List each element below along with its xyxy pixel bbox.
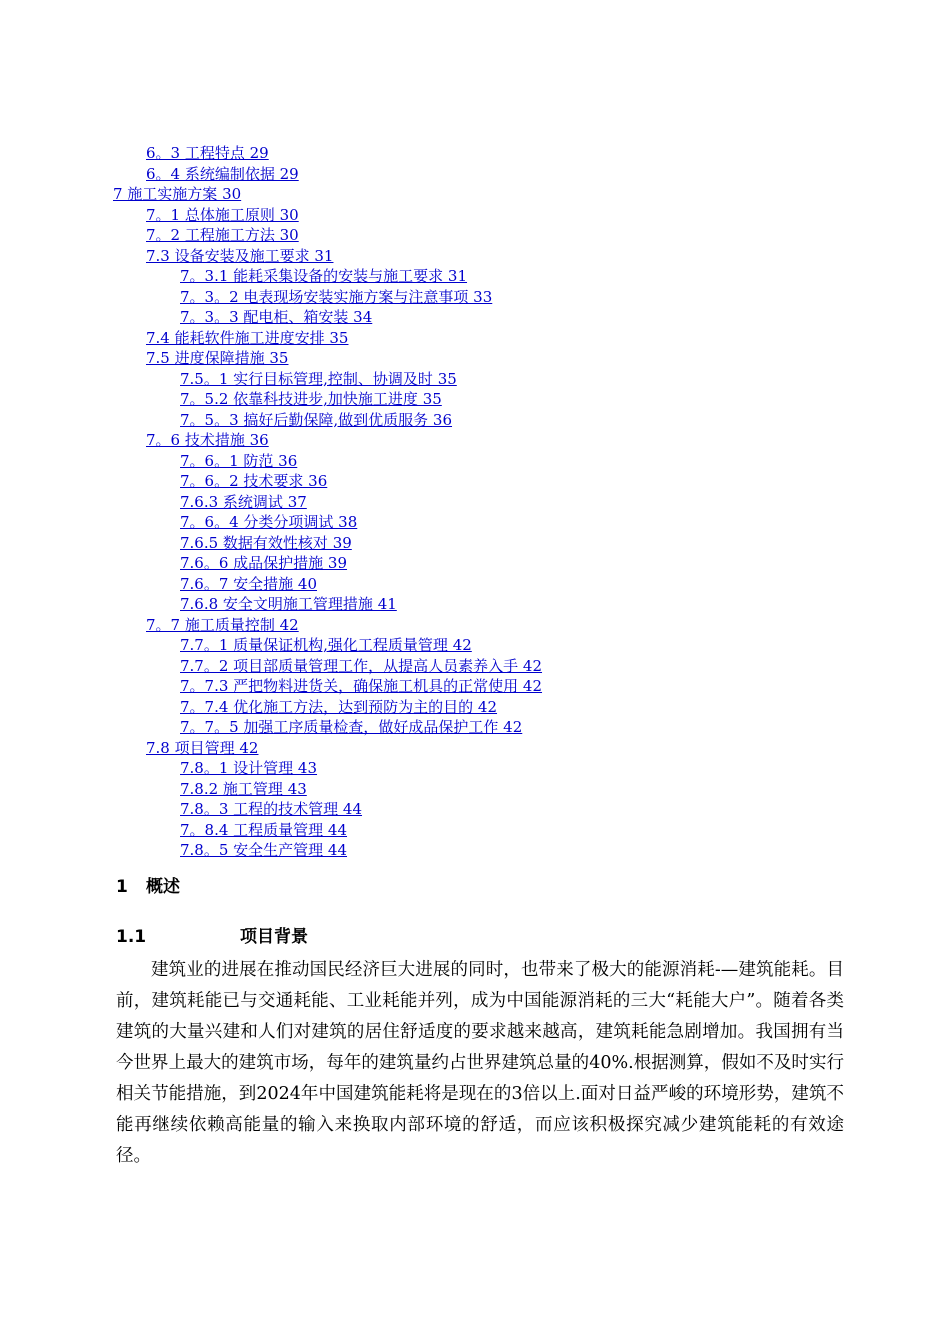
toc-link[interactable]: 7.7。2 项目部质量管理工作，从提高人员素养入手 42 xyxy=(180,656,543,675)
toc-link[interactable]: 7.8.2 施工管理 43 xyxy=(180,779,307,798)
toc-link[interactable]: 7.6.5 数据有效性核对 39 xyxy=(180,533,352,552)
toc-link[interactable]: 7。1 总体施工原则 30 xyxy=(146,205,299,224)
toc-link[interactable]: 7.3 设备安装及施工要求 31 xyxy=(146,246,334,265)
toc-link[interactable]: 7。3.1 能耗采集设备的安装与施工要求 31 xyxy=(180,267,468,285)
toc-link[interactable]: 7。7.4 优化施工方法，达到预防为主的目的 42 xyxy=(180,697,498,716)
toc-link[interactable]: 7.8。1 设计管理 43 xyxy=(180,759,318,777)
table-of-contents xyxy=(0,143,950,861)
toc-link[interactable]: 7.6.3 系统调试 37 xyxy=(180,492,307,511)
toc-link[interactable]: 7。2 工程施工方法 30 xyxy=(146,226,299,244)
toc-link[interactable]: 7。7。5 加强工序质量检查，做好成品保护工作 42 xyxy=(180,718,523,736)
toc-link[interactable]: 7。6 技术措施 36 xyxy=(146,431,269,449)
toc-link[interactable]: 7.5 进度保障措施 35 xyxy=(146,349,289,367)
toc-link[interactable]: 7.6。7 安全措施 40 xyxy=(180,574,318,593)
toc-link[interactable]: 7.6.8 安全文明施工管理措施 41 xyxy=(180,595,397,613)
toc-link[interactable]: 7。8.4 工程质量管理 44 xyxy=(180,820,348,839)
toc-link[interactable]: 7.5。1 实行目标管理,控制、协调及时 35 xyxy=(180,369,457,388)
toc-link[interactable]: 6。3 工程特点 29 xyxy=(146,144,269,162)
toc-link[interactable]: 7。3。3 配电柜、箱安装 34 xyxy=(180,308,373,326)
section-title: 项目背景 xyxy=(240,927,308,947)
toc-link[interactable]: 7.8。5 安全生产管理 44 xyxy=(180,841,348,859)
toc-link[interactable]: 7。5.2 依靠科技进步,加快施工进度 35 xyxy=(180,390,442,408)
toc-link[interactable]: 7.6。6 成品保护措施 39 xyxy=(180,554,348,572)
toc-link[interactable]: 7.4 能耗软件施工进度安排 35 xyxy=(146,328,349,347)
section-heading-1 xyxy=(116,872,180,897)
toc-link[interactable]: 6。4 系统编制依据 29 xyxy=(146,164,299,183)
section-number: 1.1 xyxy=(116,927,147,947)
toc-link[interactable]: 7。7 施工质量控制 42 xyxy=(146,615,299,634)
toc-link[interactable]: 7。3。2 电表现场安装实施方案与注意事项 33 xyxy=(180,287,493,306)
section-heading-1-1 xyxy=(116,922,308,947)
toc-link[interactable]: 7。7.3 严把物料进货关，确保施工机具的正常使用 42 xyxy=(180,677,543,695)
toc-link[interactable]: 7。6。4 分类分项调试 38 xyxy=(180,513,358,531)
section-number: 1 xyxy=(116,877,128,897)
toc-link[interactable]: 7。5。3 搞好后勤保障,做到优质服务 36 xyxy=(180,410,453,429)
toc-link[interactable]: 7。6。2 技术要求 36 xyxy=(180,472,328,490)
section-title: 概述 xyxy=(146,877,180,897)
toc-link[interactable]: 7 施工实施方案 30 xyxy=(113,185,242,203)
body-paragraph: 建筑业的进展在推动国民经济巨大进展的同时，也带来了极大的能源消耗-—建筑能耗。目前，建筑耗能已与交通耗能、工业耗能并列，成为中国能源消耗的三大“耗能大户”。随着各类建筑的大量兴建和人们对建筑的居住舒适度的要求越来越高，建筑耗能急剧增加。我国拥有当今世界上最大的建筑市场，每年的建筑量约占世界建筑总量的40%.根据测算，假如不及时实行相关节能措施，到2024年中国建筑能耗将是现在的3倍以上.面对日益严峻的环境形势，建筑不能再继续依赖高能量的输入来换取内部环境的舒适，而应该积极探究减少建筑能耗的有效途径。 xyxy=(116,960,844,1166)
toc-link[interactable]: 7.8。3 工程的技术管理 44 xyxy=(180,800,363,818)
toc-link[interactable]: 7.8 项目管理 42 xyxy=(146,738,259,757)
toc-link[interactable]: 7。6。1 防范 36 xyxy=(180,451,298,470)
toc-link[interactable]: 7.7。1 质量保证机构,强化工程质量管理 42 xyxy=(180,636,472,654)
